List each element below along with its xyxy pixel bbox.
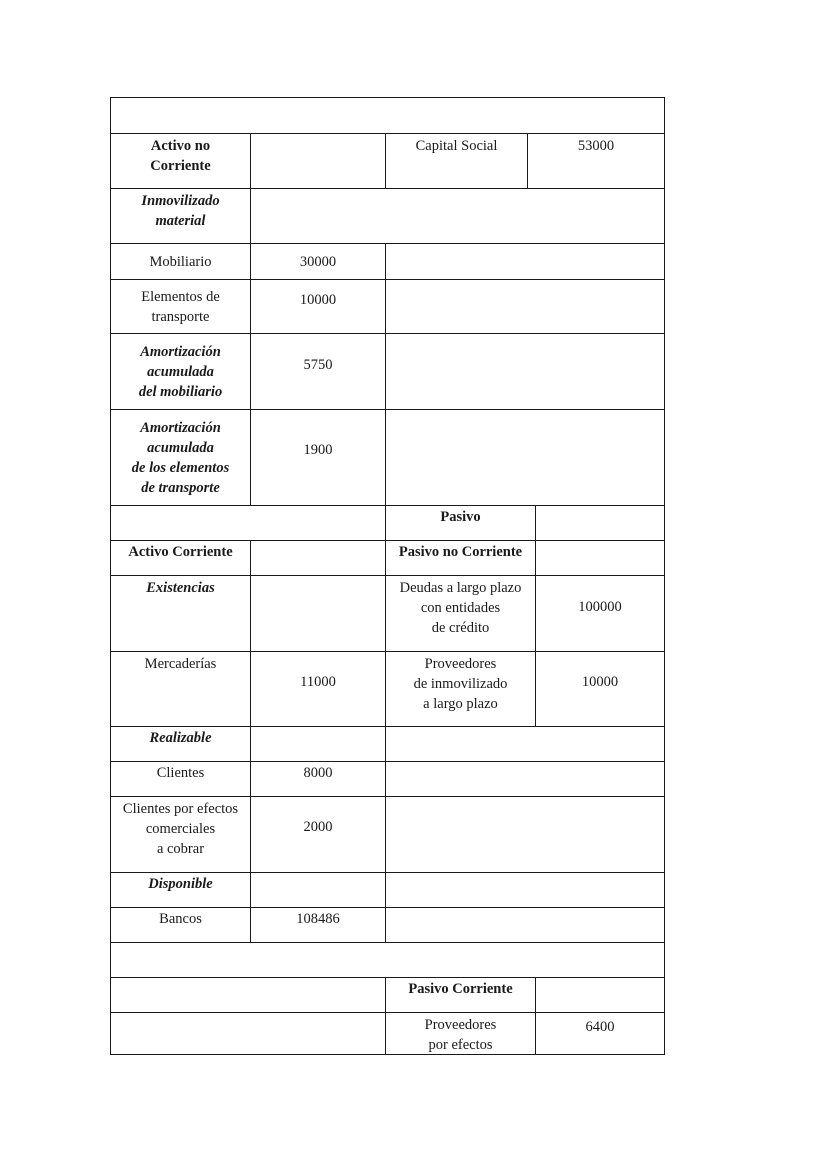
inmovilizado-material-heading: Inmovilizado material bbox=[141, 193, 220, 229]
proveedores-efectos-value: 6400 bbox=[585, 1019, 615, 1035]
capital-social-value: 53000 bbox=[577, 138, 615, 154]
existencias-heading: Existencias bbox=[146, 580, 215, 596]
disponible-heading: Disponible bbox=[148, 876, 213, 892]
proveedores-inmovilizado-value: 10000 bbox=[581, 674, 619, 690]
proveedores-inmovilizado-label: Proveedores de inmovilizado a largo plazo bbox=[413, 656, 508, 712]
bancos-label: Bancos bbox=[159, 911, 202, 927]
elementos-transporte-label: Elementos de transporte bbox=[141, 288, 220, 325]
mercaderias-label: Mercaderías bbox=[144, 656, 217, 672]
pasivo-heading: Pasivo bbox=[440, 509, 481, 525]
clientes-efectos-value: 2000 bbox=[303, 819, 333, 835]
activo-no-corriente-heading: Activo no Corriente bbox=[150, 138, 211, 174]
realizable-heading: Realizable bbox=[149, 730, 212, 746]
mobiliario-label: Mobiliario bbox=[149, 253, 212, 270]
rule bbox=[250, 133, 251, 188]
capital-social-label: Capital Social bbox=[415, 138, 498, 154]
mercaderias-value: 11000 bbox=[300, 674, 336, 690]
rule bbox=[110, 97, 665, 98]
amortizacion-mobiliario-label: Amortización acumulada del mobiliario bbox=[138, 343, 223, 400]
rule bbox=[110, 1054, 665, 1055]
rule bbox=[250, 540, 251, 942]
deudas-largo-plazo-value: 100000 bbox=[578, 599, 622, 615]
clientes-efectos-label: Clientes por efectos comerciales a cobrar bbox=[122, 801, 239, 857]
deudas-largo-plazo-label: Deudas a largo plazo con entidades de crédito bbox=[399, 580, 522, 636]
amortizacion-transporte-label: Amortización acumulada de los elementos de transporte bbox=[131, 419, 230, 496]
pasivo-no-corriente-heading: Pasivo no Corriente bbox=[398, 544, 523, 560]
clientes-value: 8000 bbox=[303, 765, 333, 781]
clientes-label: Clientes bbox=[156, 765, 205, 781]
amortizacion-transporte-value: 1900 bbox=[303, 442, 333, 458]
rule bbox=[385, 243, 386, 505]
rule bbox=[664, 97, 665, 1055]
bancos-value: 108486 bbox=[296, 911, 340, 927]
proveedores-efectos-label: Proveedores por efectos bbox=[424, 1017, 497, 1053]
pasivo-corriente-heading: Pasivo Corriente bbox=[408, 981, 513, 997]
elementos-transporte-value: 10000 bbox=[299, 292, 337, 308]
activo-corriente-heading: Activo Corriente bbox=[128, 544, 233, 560]
mobiliario-value: 30000 bbox=[299, 253, 337, 270]
rule bbox=[110, 942, 665, 943]
amortizacion-mobiliario-value: 5750 bbox=[303, 357, 333, 373]
